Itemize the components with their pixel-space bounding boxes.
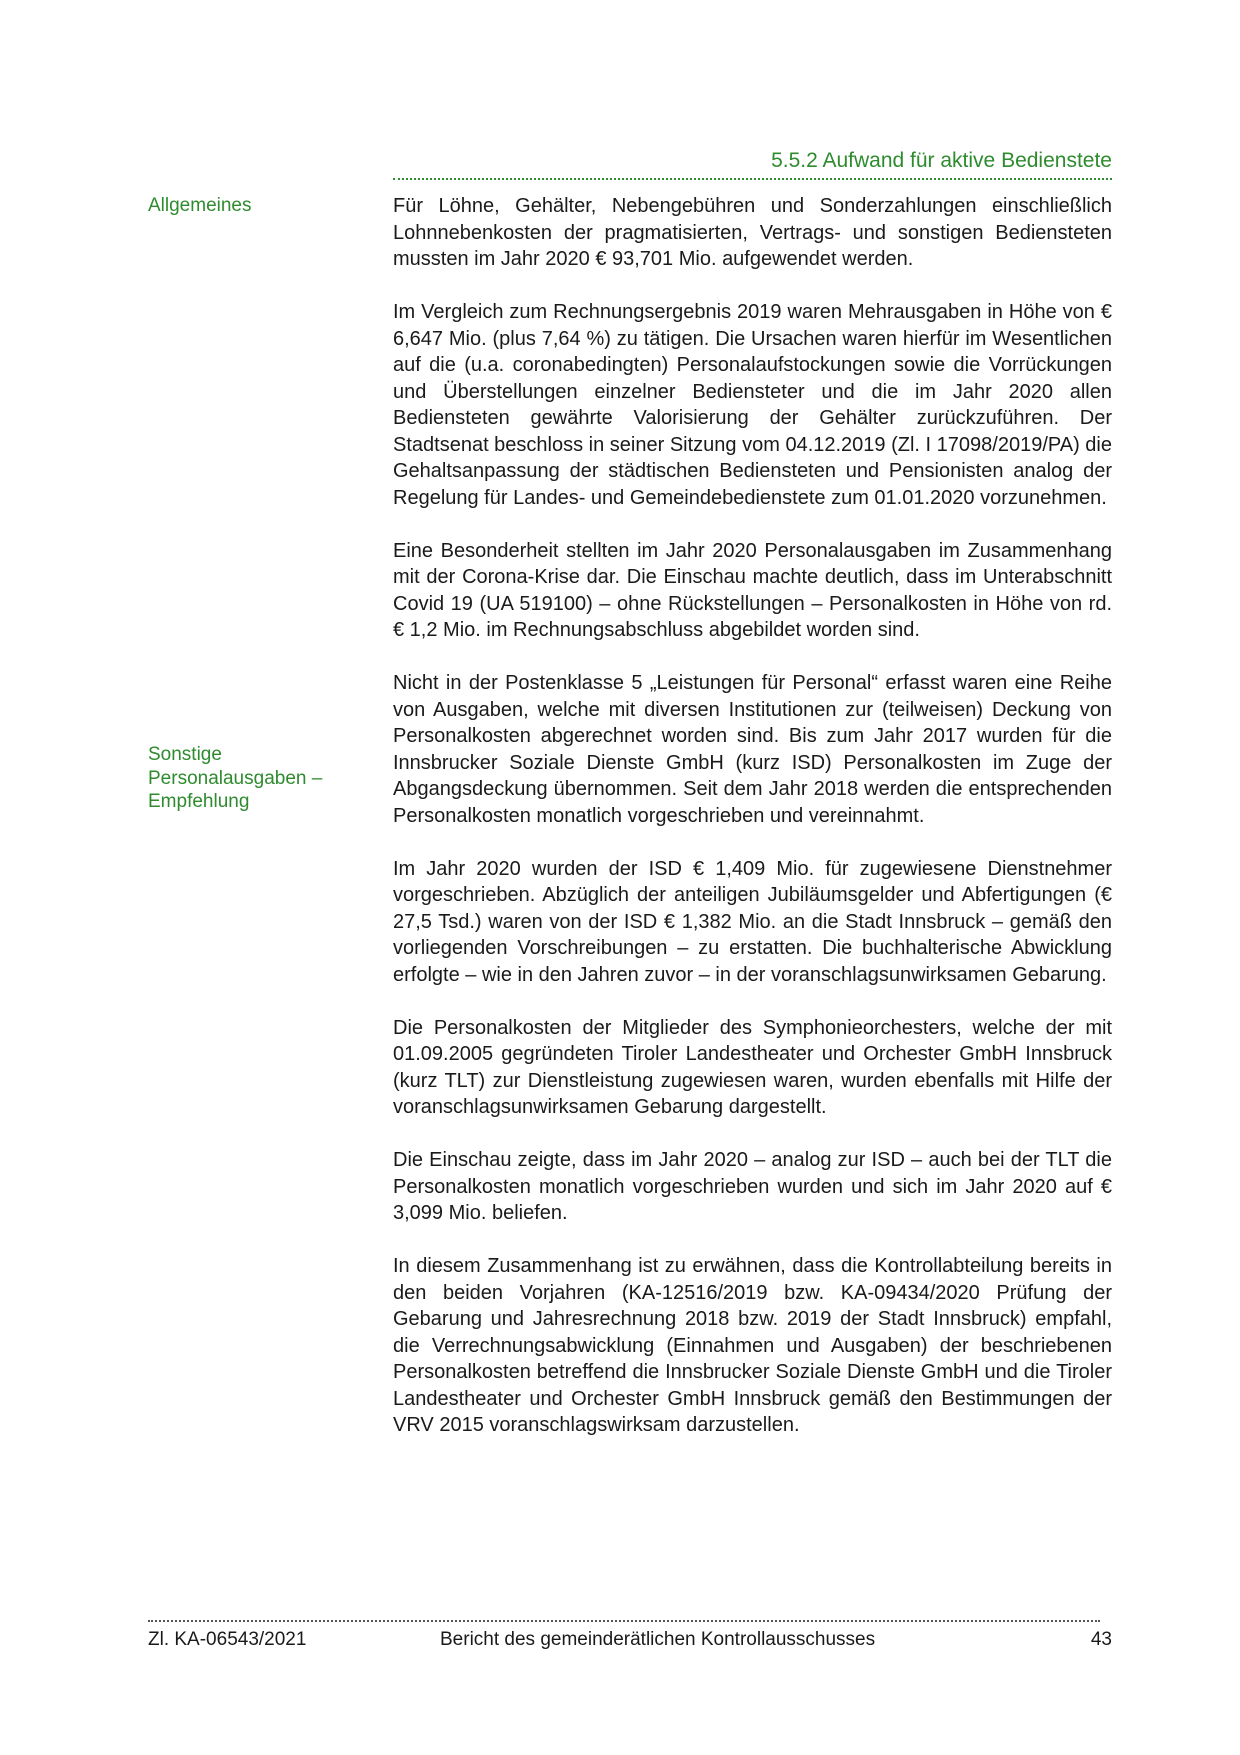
side-label-allgemeines: Allgemeines — [148, 195, 252, 216]
paragraph-vergleich-2019: Im Vergleich zum Rechnungsergebnis 2019 waren Mehrausgaben in Höhe von € 6,647 Mio. (plus 7,64 %) zu tätigen. Die Ursachen waren hierfür im Wesentlichen auf die (u.a. coronabedingten) Personalaufstockungen sowie die Vorrückungen und Überstellungen einzelner Bediensteter und die im Jahr 2020 allen Bediensteten gewährte Valorisierung der Gehälter zurückzuführen. Der Stadtsenat beschloss in seiner Sitzung vom 04.12.2019 (Zl. I 17098/2019/PA) die Gehaltsanpassung der städtischen Bediensteten und Pensionisten analog der Regelung für Landes- und Gemeindebedienstete zum 01.01.2020 vorzunehmen. — [393, 301, 1112, 509]
body-text — [393, 193, 1112, 1465]
section-heading: 5.5.2 Aufwand für aktive Bedienstete — [771, 149, 1112, 172]
paragraph-symphonieorchester: Die Personalkosten der Mitglieder des Symphonieorchesters, welche der mit 01.09.2005 gegründeten Tiroler Landestheater und Orchester GmbH Innsbruck (kurz TLT) zur Dienstleistung zugewiesen waren, wurden ebenfalls mit Hilfe der voranschlagsunwirksamen Gebarung dargestellt. — [393, 1016, 1112, 1118]
page-number: 43 — [1090, 1629, 1112, 1650]
heading-divider — [393, 178, 1112, 180]
footer-report-title: Bericht des gemeinderätlichen Kontrollausschusses — [440, 1629, 876, 1650]
paragraph-postenklasse-5: Nicht in der Postenklasse 5 „Leistungen für Personal“ erfasst waren eine Reihe von Ausgaben, welche mit diversen Institutionen zur (teilweisen) Deckung von Personalkosten abgerechnet worden sind. Bis zum Jahr 2017 wurden für die Innsbrucker Soziale Dienste GmbH (kurz ISD) Personalkosten im Zuge der Abgangsdeckung übernommen. Seit dem Jahr 2018 werden die entsprechenden Personalkosten monatlich vorgeschrieben und vereinnahmt. — [393, 672, 1112, 827]
paragraph-corona-krise: Eine Besonderheit stellten im Jahr 2020 Personalausgaben im Zusammenhang mit der Corona-Krise dar. Die Einschau machte deutlich, dass im Unterabschnitt Covid 19 (UA 519100) – ohne Rückstellungen – Personalkosten in Höhe von rd. € 1,2 Mio. im Rechnungsabschluss abgebildet worden sind. — [393, 539, 1112, 641]
paragraph-loehne-gehaelter: Für Löhne, Gehälter, Nebengebühren und Sonderzahlungen einschließlich Lohnnebenkosten der pragmatisierten, Vertrags- und sonstigen Bediensteten mussten im Jahr 2020 € 93,701 Mio. aufgewendet werden. — [393, 195, 1112, 270]
paragraph-isd-2020: Im Jahr 2020 wurden der ISD € 1,409 Mio. für zugewiesene Dienstnehmer vorgeschrieben. Abzüglich der anteiligen Jubiläumsgelder und Abfertigungen (€ 27,5 Tsd.) waren von der ISD € 1,382 Mio. an die Stadt Innsbruck – gemäß den vorliegenden Vorschreibungen – zu erstatten. Die buchhalterische Abwicklung erfolgte – wie in den Jahren zuvor – in der voranschlagsunwirksamen Gebarung. — [393, 857, 1112, 986]
paragraph-empfehlung: In diesem Zusammenhang ist zu erwähnen, dass die Kontrollabteilung bereits in den beiden Vorjahren (KA-12516/2019 bzw. KA-09434/2020 Prüfung der Gebarung und Jahresrechnung 2018 bzw. 2019 der Stadt Innsbruck) empfahl, die Verrechnungsabwicklung (Einnahmen und Ausgaben) der beschriebenen Personalkosten betreffend die Innsbrucker Soziale Dienste GmbH und die Tiroler Landestheater und Orchester GmbH Innsbruck gemäß den Bestimmungen der VRV 2015 voranschlagswirksam darzustellen. — [393, 1255, 1112, 1436]
footer-divider — [148, 1620, 1100, 1622]
footer-reference: Zl. KA-06543/2021 — [148, 1629, 307, 1650]
side-label-sonstige-personalausgaben: Sonstige Personalausgaben – Empfehlung — [148, 744, 323, 812]
paragraph-tlt-2020: Die Einschau zeigte, dass im Jahr 2020 – analog zur ISD – auch bei der TLT die Personalkosten monatlich vorgeschrieben wurden und sich im Jahr 2020 auf € 3,099 Mio. beliefen. — [393, 1149, 1112, 1224]
